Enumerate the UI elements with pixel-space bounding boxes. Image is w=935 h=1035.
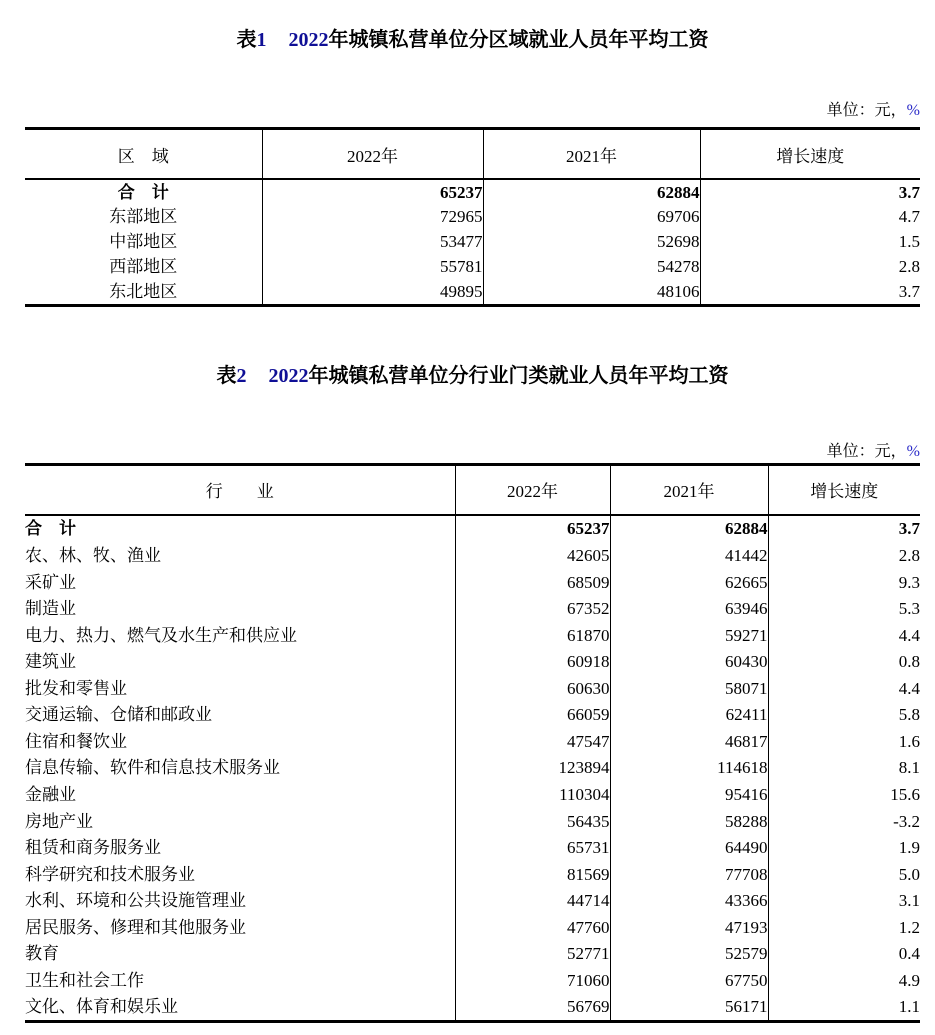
value-2021-cell: 58071	[610, 675, 768, 702]
table-row	[25, 649, 920, 676]
table1-unit-percent: %	[906, 102, 920, 119]
table-row	[25, 967, 920, 994]
value-2022-cell: 123894	[455, 755, 610, 782]
growth-rate-cell: 5.0	[898, 864, 920, 884]
growth-rate-cell: 3.7	[898, 519, 920, 539]
growth-rate-cell: 3.1	[898, 891, 920, 911]
table2-unit-label	[25, 441, 920, 463]
value-2022-cell: 56435	[455, 808, 610, 835]
row-label-cell: 建筑业	[25, 649, 455, 676]
region-wage-table	[25, 127, 920, 307]
table-row	[25, 596, 920, 623]
growth-rate-cell: 3.7	[898, 182, 920, 202]
value-2022-cell: 61870	[455, 622, 610, 649]
table-row	[25, 781, 920, 808]
value-2022-cell: 47547	[455, 728, 610, 755]
table-row	[25, 994, 920, 1022]
growth-rate-cell: 4.7	[898, 207, 920, 227]
table1-unit-text: 单位：元，	[826, 102, 907, 119]
column-header-industry: 行 业	[25, 464, 455, 515]
value-2021-cell: 62884	[610, 515, 768, 543]
value-2022-cell: 55781	[262, 254, 483, 279]
growth-rate-cell: 1.5	[898, 232, 920, 252]
value-2021-cell: 59271	[610, 622, 768, 649]
table1-unit-label	[25, 100, 920, 122]
column-header-2022: 2022年	[455, 464, 610, 515]
value-2021-cell: 67750	[610, 967, 768, 994]
growth-rate-cell: -3.2	[893, 811, 920, 831]
table1-title-prefix: 表	[236, 29, 257, 51]
table2-title-year: 2022	[268, 364, 309, 387]
row-label-cell: 农、林、牧、渔业	[25, 543, 455, 570]
row-label-cell: 科学研究和技术服务业	[25, 861, 455, 888]
row-label-cell: 批发和零售业	[25, 675, 455, 702]
value-2021-cell: 52579	[610, 941, 768, 968]
growth-rate-cell: 2.8	[898, 546, 920, 566]
value-2022-cell: 42605	[455, 543, 610, 570]
value-2022-cell: 66059	[455, 702, 610, 729]
table-row	[25, 728, 920, 755]
row-label-cell: 住宿和餐饮业	[25, 728, 455, 755]
row-label-cell: 房地产业	[25, 808, 455, 835]
industry-table-header-row	[25, 464, 920, 515]
value-2021-cell: 58288	[610, 808, 768, 835]
industry-wage-table	[25, 463, 920, 1023]
value-2021-cell: 60430	[610, 649, 768, 676]
value-2022-cell: 65237	[262, 179, 483, 205]
growth-rate-cell: 5.8	[898, 705, 920, 725]
value-2022-cell: 65237	[455, 515, 610, 543]
value-2021-cell: 69706	[483, 205, 700, 230]
value-2021-cell: 62884	[483, 179, 700, 205]
table2-unit-percent: %	[906, 442, 920, 460]
region-table-header-row	[25, 129, 920, 180]
row-label-cell: 中部地区	[25, 230, 262, 255]
value-2021-cell: 54278	[483, 254, 700, 279]
value-2022-cell: 110304	[455, 781, 610, 808]
table2-title-number: 2	[236, 364, 247, 387]
column-header-2021: 2021年	[483, 129, 700, 180]
value-2021-cell: 62665	[610, 569, 768, 596]
table1-title-year: 2022	[288, 29, 329, 51]
value-2021-cell: 52698	[483, 230, 700, 255]
row-label-cell: 东北地区	[25, 279, 262, 305]
table-row	[25, 888, 920, 915]
value-2022-cell: 56769	[455, 994, 610, 1022]
row-label-cell: 采矿业	[25, 569, 455, 596]
row-label-cell: 信息传输、软件和信息技术服务业	[25, 755, 455, 782]
growth-rate-cell: 15.6	[890, 784, 920, 804]
table2-title-prefix: 表	[216, 364, 237, 387]
row-label-cell: 交通运输、仓储和邮政业	[25, 702, 455, 729]
value-2021-cell: 95416	[610, 781, 768, 808]
value-2022-cell: 72965	[262, 205, 483, 230]
value-2022-cell: 53477	[262, 230, 483, 255]
table-row	[25, 808, 920, 835]
row-label-cell: 水利、环境和公共设施管理业	[25, 888, 455, 915]
value-2022-cell: 49895	[262, 279, 483, 305]
table-row	[25, 675, 920, 702]
growth-rate-cell: 1.1	[898, 997, 920, 1017]
table-row	[25, 205, 920, 230]
growth-rate-cell: 4.4	[898, 625, 920, 645]
growth-rate-cell: 2.8	[898, 257, 920, 277]
table2-title-text: 年城镇私营单位分行业门类就业人员年平均工资	[308, 364, 729, 387]
table-row	[25, 543, 920, 570]
value-2022-cell: 81569	[455, 861, 610, 888]
value-2021-cell: 41442	[610, 543, 768, 570]
value-2021-cell: 47193	[610, 914, 768, 941]
value-2022-cell: 60918	[455, 649, 610, 676]
table1-title-text: 年城镇私营单位分区域就业人员年平均工资	[328, 29, 709, 51]
value-2021-cell: 63946	[610, 596, 768, 623]
table-row	[25, 835, 920, 862]
value-2022-cell: 47760	[455, 914, 610, 941]
table-row	[25, 254, 920, 279]
table-row	[25, 755, 920, 782]
growth-rate-cell: 1.2	[898, 917, 920, 937]
value-2021-cell: 56171	[610, 994, 768, 1022]
value-2022-cell: 60630	[455, 675, 610, 702]
table-row	[25, 279, 920, 305]
table2-title	[25, 362, 920, 390]
column-header-growth: 增长速度	[700, 129, 920, 180]
value-2021-cell: 64490	[610, 835, 768, 862]
column-header-2022: 2022年	[262, 129, 483, 180]
growth-rate-cell: 5.3	[898, 599, 920, 619]
table-row	[25, 861, 920, 888]
growth-rate-cell: 9.3	[898, 572, 920, 592]
value-2021-cell: 114618	[610, 755, 768, 782]
growth-rate-cell: 3.7	[898, 281, 920, 301]
row-label-cell: 租赁和商务服务业	[25, 835, 455, 862]
row-label-cell: 教育	[25, 941, 455, 968]
row-label-cell: 居民服务、修理和其他服务业	[25, 914, 455, 941]
table-row	[25, 569, 920, 596]
growth-rate-cell: 4.9	[898, 970, 920, 990]
value-2021-cell: 46817	[610, 728, 768, 755]
value-2022-cell: 44714	[455, 888, 610, 915]
table-row	[25, 515, 920, 543]
table-row	[25, 179, 920, 205]
row-label-cell: 金融业	[25, 781, 455, 808]
value-2022-cell: 71060	[455, 967, 610, 994]
row-label-cell: 东部地区	[25, 205, 262, 230]
table-row	[25, 914, 920, 941]
value-2022-cell: 68509	[455, 569, 610, 596]
growth-rate-cell: 8.1	[898, 758, 920, 778]
value-2021-cell: 77708	[610, 861, 768, 888]
growth-rate-cell: 4.4	[898, 678, 920, 698]
column-header-2021: 2021年	[610, 464, 768, 515]
growth-rate-cell: 0.8	[898, 652, 920, 672]
table-row	[25, 622, 920, 649]
value-2021-cell: 62411	[610, 702, 768, 729]
row-label-cell: 电力、热力、燃气及水生产和供应业	[25, 622, 455, 649]
value-2021-cell: 48106	[483, 279, 700, 305]
row-label-cell: 合 计	[25, 179, 262, 205]
table-row	[25, 941, 920, 968]
growth-rate-cell: 1.6	[898, 731, 920, 751]
growth-rate-cell: 0.4	[898, 944, 920, 964]
table2-unit-text: 单位：元，	[826, 442, 907, 460]
column-header-region: 区 域	[25, 129, 262, 180]
row-label-cell: 西部地区	[25, 254, 262, 279]
row-label-cell: 卫生和社会工作	[25, 967, 455, 994]
value-2021-cell: 43366	[610, 888, 768, 915]
row-label-cell: 合 计	[25, 515, 455, 543]
table-row	[25, 702, 920, 729]
table-row	[25, 230, 920, 255]
row-label-cell: 制造业	[25, 596, 455, 623]
table1-title	[25, 0, 920, 54]
column-header-growth: 增长速度	[768, 464, 920, 515]
value-2022-cell: 65731	[455, 835, 610, 862]
growth-rate-cell: 1.9	[898, 838, 920, 858]
value-2022-cell: 52771	[455, 941, 610, 968]
row-label-cell: 文化、体育和娱乐业	[25, 994, 455, 1022]
table1-title-number: 1	[256, 29, 267, 51]
value-2022-cell: 67352	[455, 596, 610, 623]
